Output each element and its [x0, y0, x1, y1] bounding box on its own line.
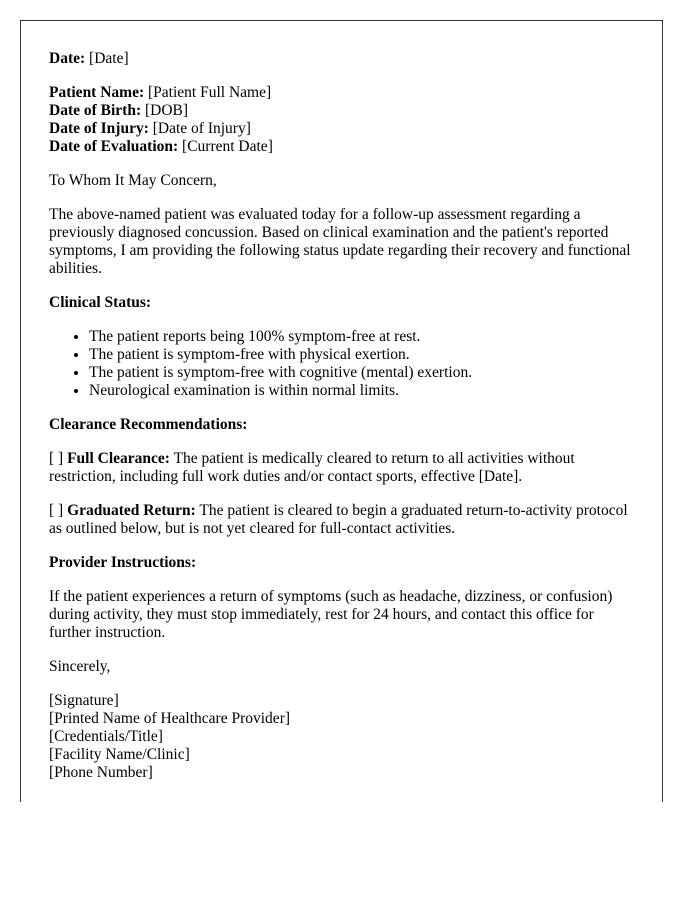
- intro-paragraph: The above-named patient was evaluated today for a follow-up assessment regarding a previously diagnosed concussion. Based on clinical examination and the patient's reported symptoms, I am providing the following status update regarding their recovery and functional abilities.: [49, 206, 631, 277]
- letter-page: [20, 20, 663, 802]
- list-item: • Neurological examination is within normal limits.: [89, 382, 634, 400]
- list-item: • The patient reports being 100% symptom-free at rest.: [89, 328, 634, 346]
- clearance-heading: Clearance Recommendations:: [49, 416, 248, 433]
- clinical-status-list: [49, 328, 634, 400]
- checkbox: [ ]: [49, 450, 64, 467]
- closing: Sincerely,: [49, 658, 111, 675]
- salutation: To Whom It May Concern,: [49, 172, 217, 189]
- checkbox: [ ]: [49, 502, 64, 519]
- instructions-heading: Provider Instructions:: [49, 554, 197, 571]
- graduated-return-option: [ ] Graduated Return: The patient is cleared to begin a graduated return-to-activity protocol as outlined below, but is not yet cleared for full-contact activities.: [49, 502, 628, 537]
- full-clearance-option: [ ] Full Clearance: The patient is medically cleared to return to all activities without restriction, including full work duties and/or contact sports, effective [Date].: [49, 450, 575, 485]
- instructions-text: If the patient experiences a return of symptoms (such as headache, dizziness, or confusion) during activity, they must stop immediately, rest for 24 hours, and contact this office for further instruction.: [49, 588, 613, 641]
- signature-block: [Signature] [Printed Name of Healthcare Provider] [Credentials/Title] [Facility Name/Clinic] [Phone Number]: [49, 692, 291, 781]
- list-item: • The patient is symptom-free with cognitive (mental) exertion.: [89, 364, 634, 382]
- date-line: Date: [Date]: [49, 50, 129, 67]
- list-item: • The patient is symptom-free with physical exertion.: [89, 346, 634, 364]
- clinical-status-heading: Clinical Status:: [49, 294, 152, 311]
- patient-info: Patient Name: [Patient Full Name] Date of Birth: [DOB] Date of Injury: [Date of Injury] Date of Evaluation: [Current Date]: [49, 84, 273, 155]
